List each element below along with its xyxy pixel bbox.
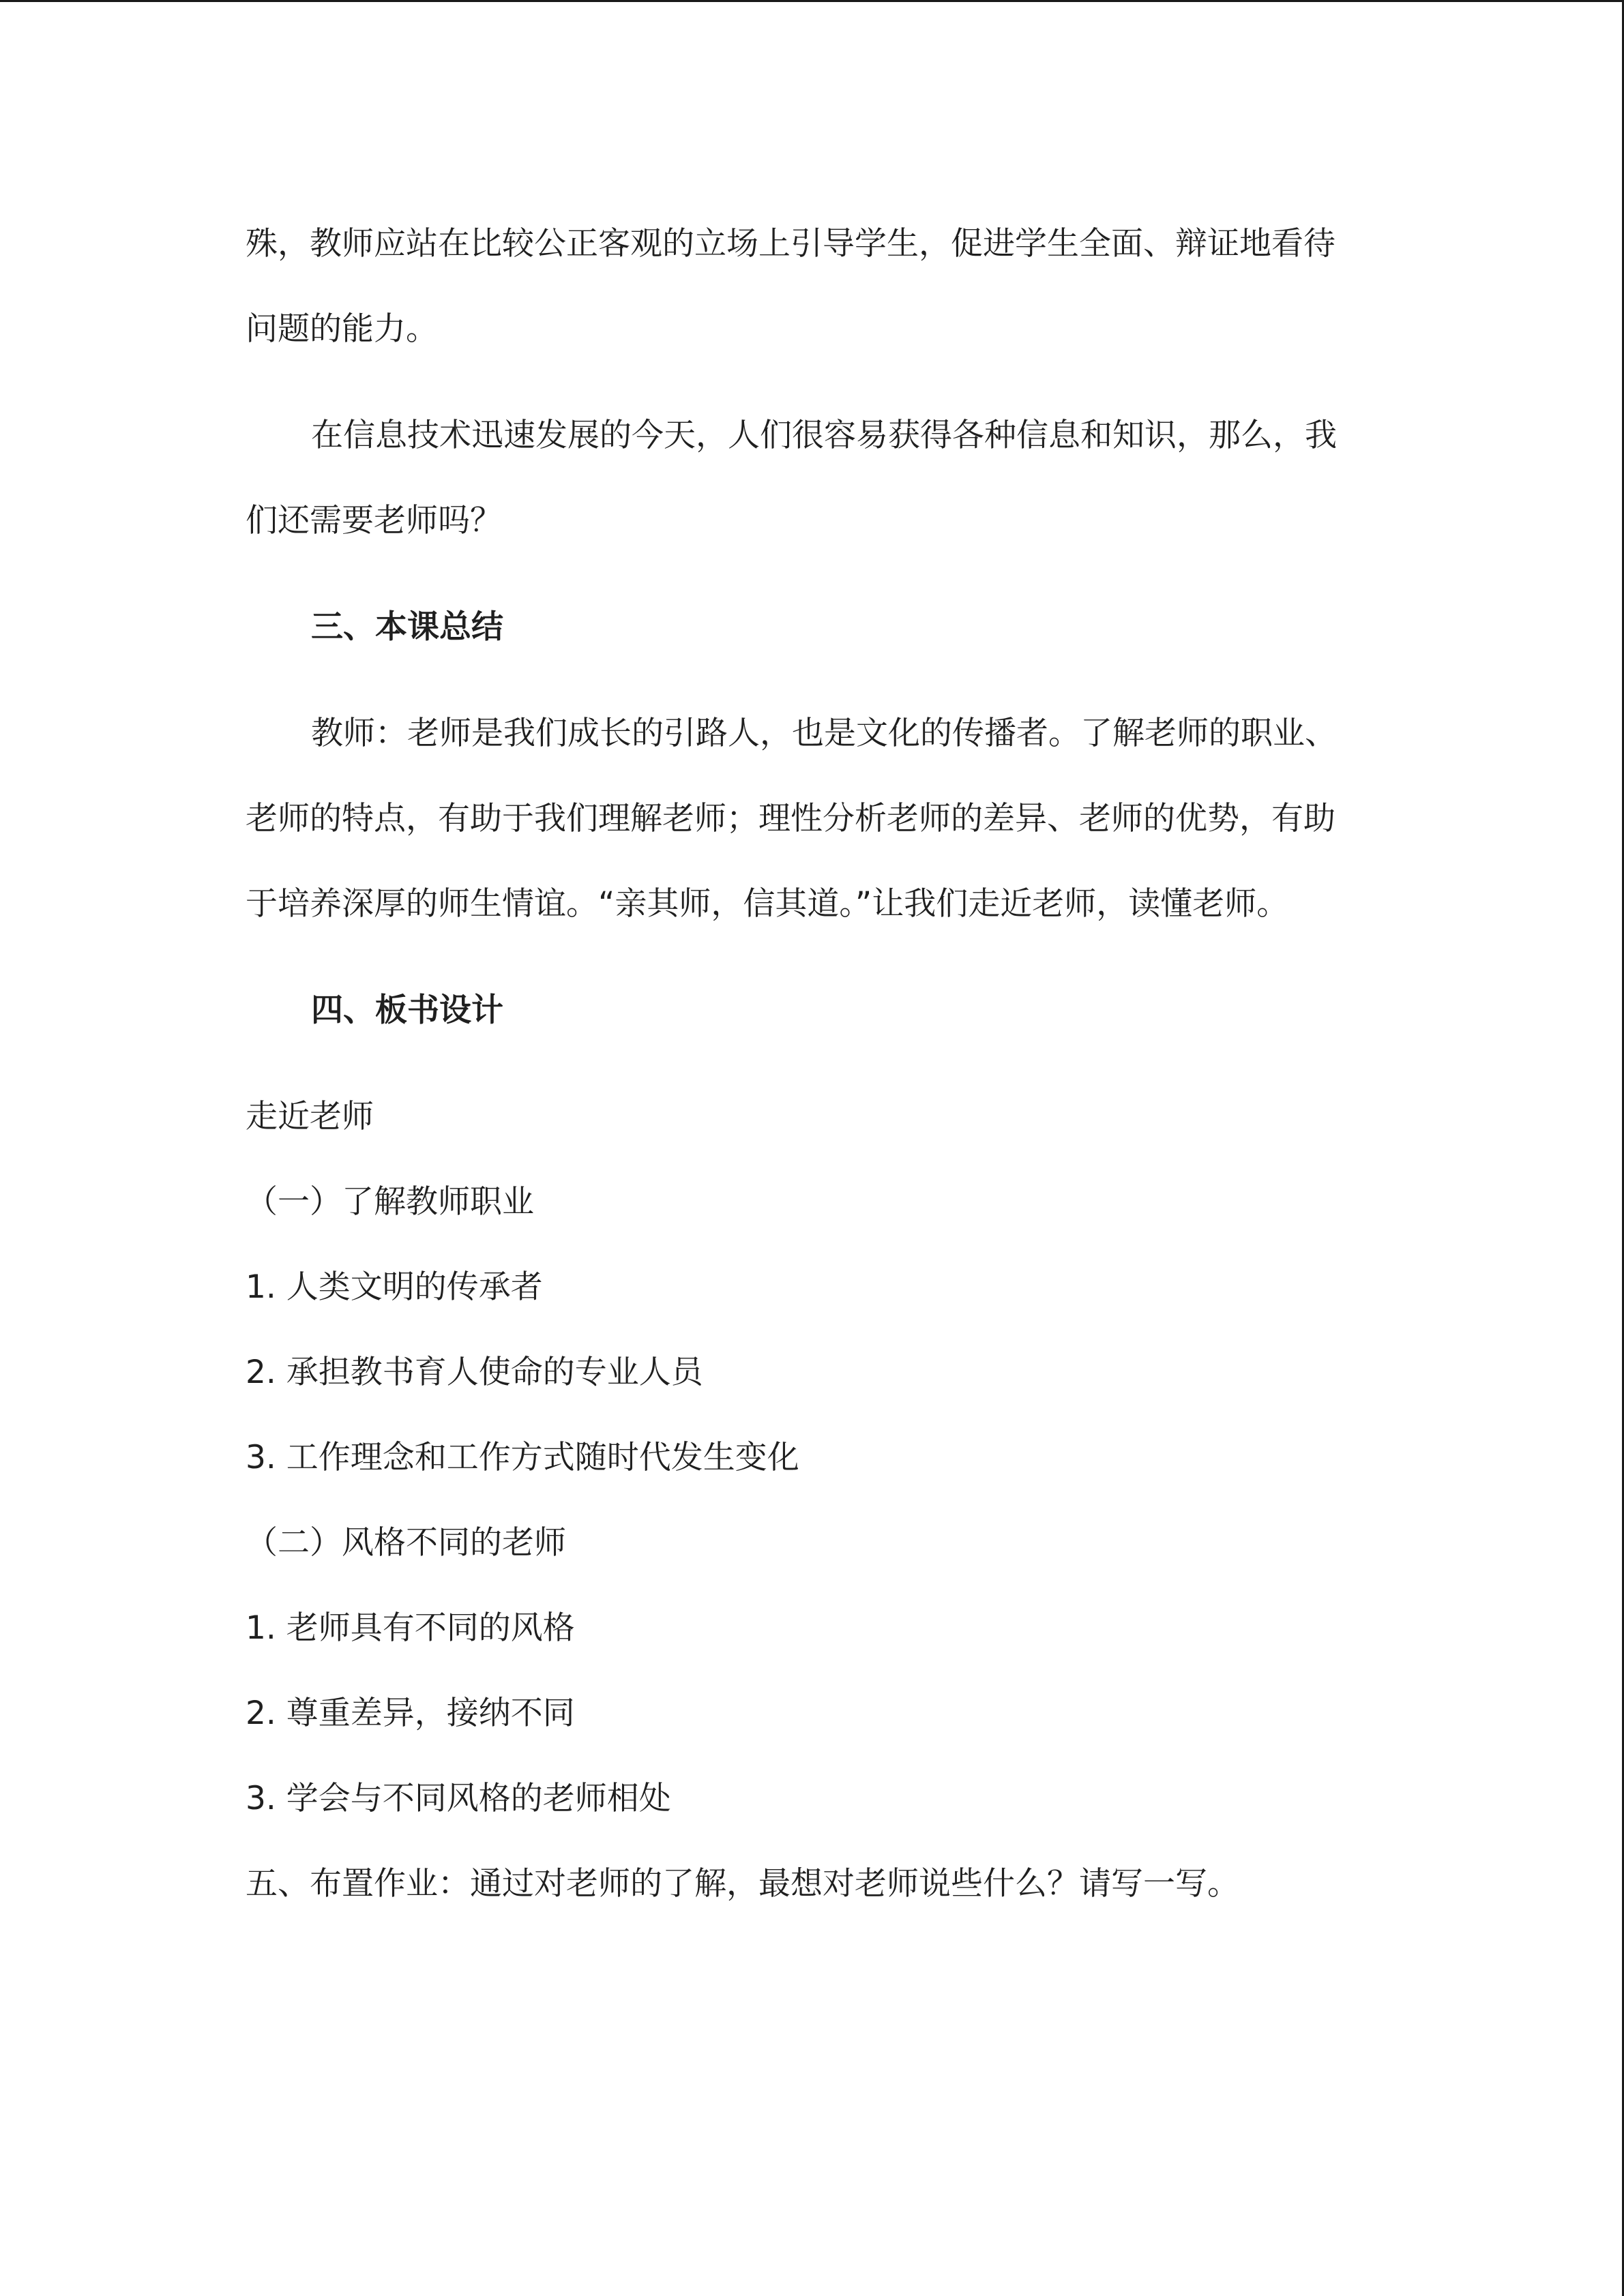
- paragraph-2-line-2: 们还需要老师吗？: [246, 502, 502, 539]
- paragraph-3-line-2: 老师的特点，有助于我们理解老师；理性分析老师的差异、老师的优势，有助: [246, 800, 1335, 837]
- list-item: 2. 尊重差异，接纳不同: [246, 1695, 575, 1732]
- list-item: 1. 老师具有不同的风格: [246, 1609, 575, 1647]
- list-item: 3. 工作理念和工作方式随时代发生变化: [246, 1439, 799, 1476]
- paragraph-2-line-1: 在信息技术迅速发展的今天，人们很容易获得各种信息和知识，那么，我: [311, 417, 1337, 454]
- list-item: 3. 学会与不同风格的老师相处: [246, 1780, 671, 1817]
- section-heading-board-design: 四、板书设计: [311, 992, 503, 1029]
- list-item: 1. 人类文明的传承者: [246, 1268, 543, 1306]
- board-title: 走近老师: [246, 1098, 374, 1135]
- board-section-1: （一）了解教师职业: [246, 1183, 534, 1221]
- board-section-2: （二）风格不同的老师: [246, 1524, 566, 1562]
- paragraph-1-line-2: 问题的能力。: [246, 310, 438, 348]
- section-heading-summary: 三、本课总结: [311, 608, 503, 646]
- paragraph-3-line-3: 于培养深厚的师生情谊。“亲其师，信其道。”让我们走近老师，读懂老师。: [246, 885, 1289, 923]
- list-item: 2. 承担教书育人使命的专业人员: [246, 1354, 703, 1391]
- paragraph-1-line-1: 殊，教师应站在比较公正客观的立场上引导学生，促进学生全面、辩证地看待: [246, 225, 1335, 263]
- paragraph-3-line-1: 教师：老师是我们成长的引路人，也是文化的传播者。了解老师的职业、: [311, 715, 1337, 752]
- homework-line: 五、布置作业：通过对老师的了解，最想对老师说些什么？请写一写。: [246, 1865, 1239, 1903]
